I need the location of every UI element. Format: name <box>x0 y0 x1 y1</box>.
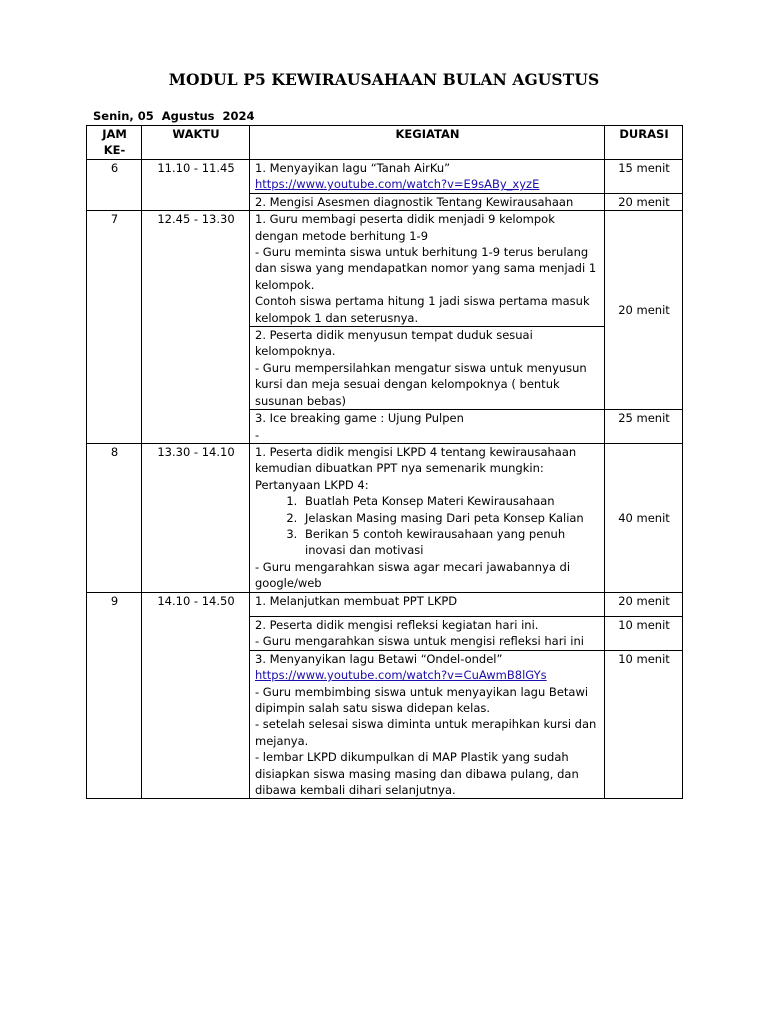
table-row <box>87 211 683 327</box>
kegiatan-cell <box>250 160 605 194</box>
document-date: Senin, 05 Agustus 2024 <box>93 109 255 123</box>
activity-text: 1. Guru membagi peserta didik menjadi 9 kelompok dengan metode berhitung 1-9 <box>255 212 555 243</box>
durasi-cell: 15 menit <box>605 160 683 194</box>
durasi-cell: 20 menit <box>605 592 683 616</box>
document-title: MODUL P5 KEWIRAUSAHAAN BULAN AGUSTUS <box>168 70 600 89</box>
activity-text: Contoh siswa pertama hitung 1 jadi siswa pertama masuk kelompok 1 dan seterusnya. <box>255 294 590 325</box>
kegiatan-cell <box>250 650 605 799</box>
kegiatan-cell <box>250 327 605 410</box>
activity-text: - <box>255 427 260 442</box>
header-waktu: WAKTU <box>142 126 250 160</box>
table-row <box>87 592 683 616</box>
activity-text: - setelah selesai siswa diminta untuk merapihkan kursi dan mejanya. <box>255 717 597 748</box>
kegiatan-cell: 1. Melanjutkan membuat PPT LKPD <box>250 592 605 616</box>
waktu-cell: 12.45 - 13.30 <box>142 211 250 444</box>
schedule-table <box>86 125 683 799</box>
question-list <box>255 493 600 559</box>
activity-text: - lembar LKPD dikumpulkan di MAP Plastik yang sudah disiapkan siswa masing masing dan dibawa pulang, dan dibawa kembali dihari selanjutnya. <box>255 750 579 798</box>
kegiatan-cell <box>250 211 605 327</box>
table-header-row <box>87 126 683 160</box>
youtube-link[interactable]: https://www.youtube.com/watch?v=E9sABy_xyzE <box>255 177 540 192</box>
activity-text: 1. Menyayikan lagu “Tanah AirKu” <box>255 161 451 175</box>
jam-cell: 7 <box>87 211 142 444</box>
activity-text: 1. Peserta didik mengisi LKPD 4 tentang kewirausahaan kemudian dibuatkan PPT nya semenarik mungkin: <box>255 444 577 476</box>
jam-cell: 6 <box>87 160 142 211</box>
durasi-cell: 25 menit <box>605 410 683 444</box>
header-jam: JAM KE- <box>87 126 142 160</box>
waktu-cell: 13.30 - 14.10 <box>142 443 250 592</box>
list-item: 2. Jelaskan Masing masing Dari peta Konsep Kalian <box>301 510 600 526</box>
list-item: 3. Berikan 5 contoh kewirausahaan yang penuh inovasi dan motivasi <box>301 526 600 559</box>
waktu-cell: 14.10 - 14.50 <box>142 592 250 799</box>
activity-text: - Guru meminta siswa untuk berhitung 1-9 terus berulang dan siswa yang mendapatkan nomor yang sama menjadi 1 kelompok. <box>255 245 597 292</box>
kegiatan-cell <box>250 443 605 592</box>
durasi-cell: 10 menit <box>605 650 683 799</box>
header-kegiatan: KEGIATAN <box>250 126 605 160</box>
activity-text: - Guru mengarahkan siswa untuk mengisi refleksi hari ini <box>255 634 584 649</box>
durasi-cell: 20 menit <box>605 193 683 210</box>
activity-text: 2. Peserta didik menyusun tempat duduk sesuai kelompoknya. <box>255 328 533 359</box>
kegiatan-cell: 2. Mengisi Asesmen diagnostik Tentang Kewirausahaan <box>250 193 605 210</box>
list-item: 1. Buatlah Peta Konsep Materi Kewirausahaan <box>301 493 600 509</box>
activity-text: 2. Peserta didik mengisi refleksi kegiatan hari ini. <box>255 617 539 632</box>
jam-cell: 9 <box>87 592 142 799</box>
durasi-cell: 20 menit <box>605 211 683 410</box>
activity-text: - Guru mengarahkan siswa agar mecari jawabannya di google/web <box>255 559 571 591</box>
kegiatan-cell <box>250 616 605 650</box>
youtube-link[interactable]: https://www.youtube.com/watch?v=CuAwmB8lGYs <box>255 668 547 683</box>
table-row <box>87 160 683 194</box>
activity-text: 3. Menyanyikan lagu Betawi “Ondel-ondel” <box>255 651 503 666</box>
kegiatan-cell <box>250 410 605 444</box>
durasi-cell: 10 menit <box>605 616 683 650</box>
header-durasi: DURASI <box>605 126 683 160</box>
activity-text: 3. Ice breaking game : Ujung Pulpen <box>255 411 464 426</box>
table-row <box>87 443 683 592</box>
activity-text: - Guru mempersilahkan mengatur siswa untuk menyusun kursi dan meja sesuai dengan kelompoknya ( bentuk susunan bebas) <box>255 360 587 408</box>
jam-cell: 8 <box>87 443 142 592</box>
waktu-cell: 11.10 - 11.45 <box>142 160 250 211</box>
activity-text: Pertanyaan LKPD 4: <box>255 477 369 492</box>
activity-text: - Guru membimbing siswa untuk menyayikan lagu Betawi dipimpin salah satu siswa didepan kelas. <box>255 684 589 715</box>
durasi-cell: 40 menit <box>605 443 683 592</box>
